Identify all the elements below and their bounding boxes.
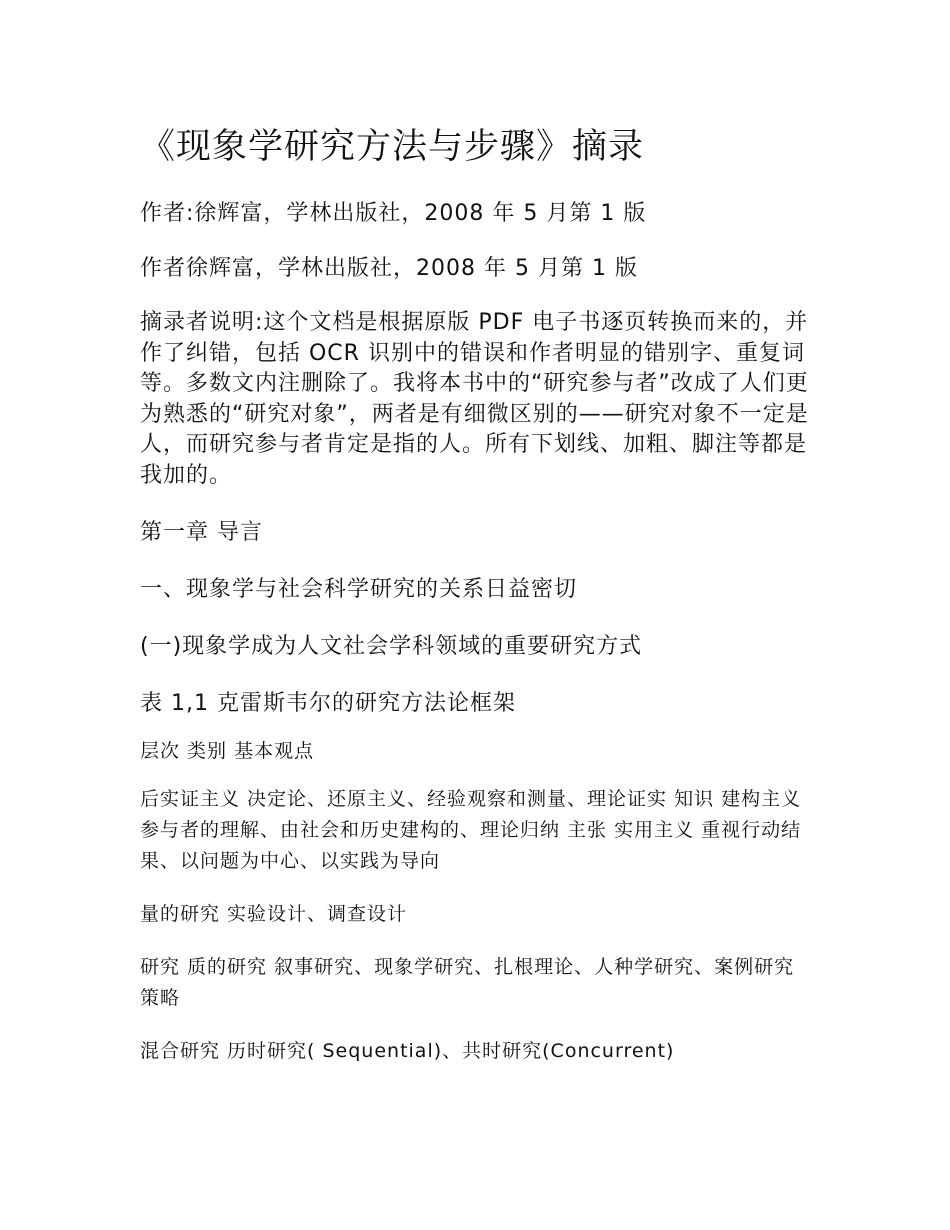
subsection-heading: (一)现象学成为人文社会学科领域的重要研究方式 <box>140 634 643 659</box>
table-row: 量的研究 实验设计、调查设计 <box>140 903 408 925</box>
section-heading: 一、现象学与社会科学研究的关系日益密切 <box>140 577 578 602</box>
author-line: 作者:徐辉富，学林出版社，2008 年 5 月第 1 版 <box>140 201 647 226</box>
table-row: 混合研究 历时研究( Sequential)、共时研究(Concurrent) <box>140 1040 675 1062</box>
table-header: 层次 类别 基本观点 <box>140 740 315 762</box>
chapter-heading: 第一章 导言 <box>140 520 263 545</box>
author-line-duplicate: 作者徐辉富，学林出版社，2008 年 5 月第 1 版 <box>140 256 638 281</box>
document-title: 《现象学研究方法与步骤》摘录 <box>140 127 645 167</box>
editor-note: 摘录者说明:这个文档是根据原版 PDF 电子书逐页转换而来的，并作了纠错，包括 OCR 识别中的错误和作者明显的错别字、重复词等。多数文内注删除了。我将本书中的“研究参与者”改成了人们更为熟悉的“研究对象”，两者是有细微区别的——研究对象不一定是人，而研究参与者肯定是指的人。所有下划线、加粗、脚注等都是我加的。 <box>140 310 809 488</box>
table-row: 研究 质的研究 叙事研究、现象学研究、扎根理论、人种学研究、案例研究 策略 <box>140 956 795 1009</box>
table-caption: 表 1,1 克雷斯韦尔的研究方法论框架 <box>140 691 516 716</box>
table-row: 后实证主义 决定论、还原主义、经验观察和测量、理论证实 知识 建构主义 参与者的理解、由社会和历史建构的、理论归纳 主张 实用主义 重视行动结果、以问题为中心、以实践为导向 <box>140 788 802 872</box>
document-page <box>140 120 820 1067</box>
